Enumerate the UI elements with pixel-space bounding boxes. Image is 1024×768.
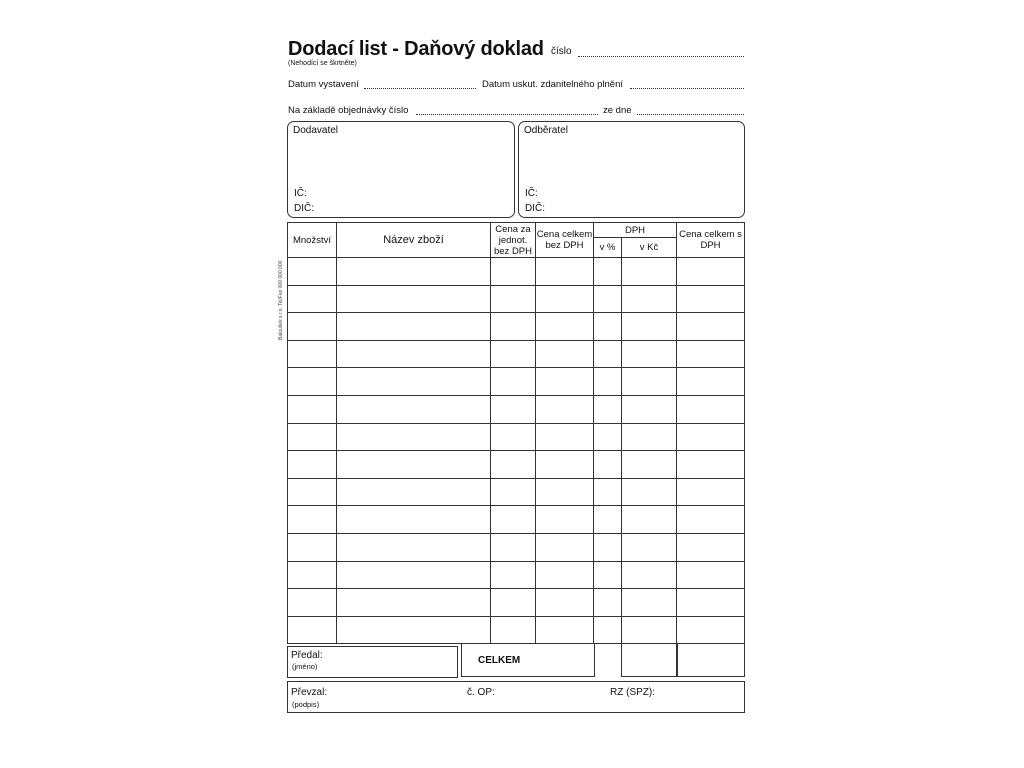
col-total-vat-header: Cena celkem s DPH bbox=[677, 223, 745, 258]
total-vat-cell[interactable] bbox=[621, 643, 678, 677]
table-cell[interactable] bbox=[594, 423, 622, 451]
table-cell[interactable] bbox=[337, 561, 491, 589]
table-cell[interactable] bbox=[337, 395, 491, 423]
table-row bbox=[288, 616, 745, 644]
table-cell[interactable] bbox=[337, 478, 491, 506]
table-cell[interactable] bbox=[622, 478, 677, 506]
table-cell[interactable] bbox=[622, 285, 677, 313]
table-cell[interactable] bbox=[622, 368, 677, 396]
table-cell[interactable] bbox=[288, 451, 337, 479]
id-card-label: č. OP: bbox=[467, 687, 495, 698]
table-cell[interactable] bbox=[622, 506, 677, 534]
supplier-box[interactable] bbox=[287, 121, 515, 218]
table-cell[interactable] bbox=[536, 506, 594, 534]
table-cell[interactable] bbox=[536, 589, 594, 617]
table-cell[interactable] bbox=[536, 423, 594, 451]
table-cell[interactable] bbox=[594, 533, 622, 561]
table-cell[interactable] bbox=[491, 616, 536, 644]
printer-imprint: Baloušek s.r.o. Tel/Fax 000 000 000 bbox=[278, 260, 284, 340]
table-cell[interactable] bbox=[677, 478, 745, 506]
table-cell[interactable] bbox=[288, 368, 337, 396]
table-cell[interactable] bbox=[622, 589, 677, 617]
table-cell[interactable] bbox=[594, 589, 622, 617]
total-with-vat-cell[interactable] bbox=[676, 643, 745, 677]
table-cell[interactable] bbox=[677, 368, 745, 396]
table-cell[interactable] bbox=[622, 340, 677, 368]
table-row bbox=[288, 423, 745, 451]
customer-dic-label: DIČ: bbox=[525, 203, 545, 214]
table-cell[interactable] bbox=[594, 285, 622, 313]
table-cell[interactable] bbox=[491, 561, 536, 589]
table-cell[interactable] bbox=[594, 340, 622, 368]
table-cell[interactable] bbox=[677, 451, 745, 479]
table-cell[interactable] bbox=[337, 589, 491, 617]
customer-ic-label: IČ: bbox=[525, 188, 538, 199]
table-cell[interactable] bbox=[594, 313, 622, 341]
table-cell[interactable] bbox=[337, 340, 491, 368]
received-box[interactable] bbox=[287, 681, 745, 713]
table-row bbox=[288, 451, 745, 479]
table-cell[interactable] bbox=[288, 589, 337, 617]
issue-date-field[interactable] bbox=[364, 88, 476, 89]
col-total-price-header: Cena celkem bez DPH bbox=[536, 223, 594, 258]
order-date-field[interactable] bbox=[637, 114, 744, 115]
table-cell[interactable] bbox=[337, 285, 491, 313]
table-cell[interactable] bbox=[622, 258, 677, 286]
table-cell[interactable] bbox=[288, 561, 337, 589]
table-cell[interactable] bbox=[337, 451, 491, 479]
table-cell[interactable] bbox=[288, 616, 337, 644]
document-subtitle: (Nehodící se škrtněte) bbox=[288, 60, 357, 67]
table-cell[interactable] bbox=[622, 533, 677, 561]
supplier-ic-label: IČ: bbox=[294, 188, 307, 199]
table-cell[interactable] bbox=[288, 506, 337, 534]
table-cell[interactable] bbox=[491, 368, 536, 396]
plate-label: RZ (SPZ): bbox=[610, 687, 655, 698]
table-cell[interactable] bbox=[677, 395, 745, 423]
table-cell[interactable] bbox=[491, 340, 536, 368]
table-cell[interactable] bbox=[677, 285, 745, 313]
table-cell[interactable] bbox=[288, 478, 337, 506]
table-cell[interactable] bbox=[677, 589, 745, 617]
taxable-date-field[interactable] bbox=[630, 88, 744, 89]
supplier-label: Dodavatel bbox=[293, 125, 339, 136]
table-row bbox=[288, 285, 745, 313]
table-cell[interactable] bbox=[536, 451, 594, 479]
table-cell[interactable] bbox=[677, 533, 745, 561]
table-cell[interactable] bbox=[491, 589, 536, 617]
items-table bbox=[287, 222, 745, 644]
table-cell[interactable] bbox=[491, 451, 536, 479]
total-label: CELKEM bbox=[478, 655, 521, 666]
table-cell[interactable] bbox=[594, 395, 622, 423]
table-cell[interactable] bbox=[677, 561, 745, 589]
table-cell[interactable] bbox=[491, 423, 536, 451]
table-cell[interactable] bbox=[594, 368, 622, 396]
order-date-label: ze dne bbox=[603, 105, 632, 116]
table-cell[interactable] bbox=[337, 533, 491, 561]
table-cell[interactable] bbox=[491, 395, 536, 423]
table-cell[interactable] bbox=[594, 616, 622, 644]
table-cell[interactable] bbox=[622, 451, 677, 479]
col-unit-price-header: Cena za jednot. bez DPH bbox=[491, 223, 536, 258]
order-number-label: Na základě objednávky číslo bbox=[288, 105, 409, 116]
table-row bbox=[288, 533, 745, 561]
table-cell[interactable] bbox=[288, 340, 337, 368]
table-cell[interactable] bbox=[491, 478, 536, 506]
table-cell[interactable] bbox=[491, 258, 536, 286]
table-cell[interactable] bbox=[337, 368, 491, 396]
table-cell[interactable] bbox=[288, 423, 337, 451]
col-quantity-header: Množství bbox=[288, 223, 337, 258]
table-cell[interactable] bbox=[337, 313, 491, 341]
table-cell[interactable] bbox=[288, 313, 337, 341]
col-vat-header: DPH bbox=[594, 223, 677, 238]
table-row bbox=[288, 589, 745, 617]
table-cell[interactable] bbox=[677, 258, 745, 286]
document-title: Dodací list - Daňový doklad bbox=[288, 38, 544, 60]
table-cell[interactable] bbox=[491, 533, 536, 561]
table-cell[interactable] bbox=[536, 313, 594, 341]
received-sublabel: (podpis) bbox=[292, 700, 320, 709]
table-cell[interactable] bbox=[288, 285, 337, 313]
issue-date-label: Datum vystavení bbox=[288, 79, 359, 90]
table-cell[interactable] bbox=[622, 395, 677, 423]
order-number-field[interactable] bbox=[416, 114, 598, 115]
table-cell[interactable] bbox=[677, 423, 745, 451]
table-cell[interactable] bbox=[536, 395, 594, 423]
table-row bbox=[288, 561, 745, 589]
table-cell[interactable] bbox=[594, 561, 622, 589]
table-cell[interactable] bbox=[677, 616, 745, 644]
table-cell[interactable] bbox=[536, 478, 594, 506]
table-cell[interactable] bbox=[536, 285, 594, 313]
table-cell[interactable] bbox=[536, 533, 594, 561]
table-cell[interactable] bbox=[594, 478, 622, 506]
handed-over-sublabel: (jméno) bbox=[292, 662, 318, 671]
table-cell[interactable] bbox=[622, 313, 677, 341]
table-cell[interactable] bbox=[622, 561, 677, 589]
handed-over-label: Předal: bbox=[291, 650, 323, 661]
taxable-date-label: Datum uskut. zdanitelného plnění bbox=[482, 79, 624, 90]
table-cell[interactable] bbox=[491, 285, 536, 313]
col-name-header: Název zboží bbox=[337, 223, 491, 258]
table-cell[interactable] bbox=[288, 533, 337, 561]
table-cell[interactable] bbox=[288, 258, 337, 286]
table-row bbox=[288, 340, 745, 368]
table-cell[interactable] bbox=[622, 616, 677, 644]
table-row bbox=[288, 368, 745, 396]
table-cell[interactable] bbox=[594, 258, 622, 286]
table-cell[interactable] bbox=[491, 506, 536, 534]
table-cell[interactable] bbox=[594, 506, 622, 534]
col-vat-czk-header: v Kč bbox=[622, 238, 677, 258]
item-rows bbox=[288, 258, 745, 644]
table-cell[interactable] bbox=[536, 340, 594, 368]
table-cell[interactable] bbox=[491, 313, 536, 341]
table-row bbox=[288, 313, 745, 341]
col-vat-percent-header: v % bbox=[594, 238, 622, 258]
number-field[interactable] bbox=[578, 56, 744, 57]
table-row bbox=[288, 506, 745, 534]
table-cell[interactable] bbox=[536, 368, 594, 396]
table-cell[interactable] bbox=[622, 423, 677, 451]
table-cell[interactable] bbox=[677, 506, 745, 534]
table-cell[interactable] bbox=[337, 258, 491, 286]
table-cell[interactable] bbox=[536, 616, 594, 644]
table-cell[interactable] bbox=[337, 423, 491, 451]
supplier-dic-label: DIČ: bbox=[294, 203, 314, 214]
table-cell[interactable] bbox=[337, 506, 491, 534]
table-row bbox=[288, 478, 745, 506]
customer-label: Odběratel bbox=[524, 125, 568, 136]
number-label: číslo bbox=[551, 46, 572, 57]
table-cell[interactable] bbox=[677, 340, 745, 368]
table-cell[interactable] bbox=[536, 561, 594, 589]
table-cell[interactable] bbox=[337, 616, 491, 644]
table-cell[interactable] bbox=[594, 451, 622, 479]
table-row bbox=[288, 395, 745, 423]
table-cell[interactable] bbox=[288, 395, 337, 423]
table-cell[interactable] bbox=[536, 258, 594, 286]
customer-box[interactable] bbox=[518, 121, 745, 218]
received-label: Převzal: bbox=[291, 687, 328, 698]
table-row bbox=[288, 258, 745, 286]
table-cell[interactable] bbox=[677, 313, 745, 341]
